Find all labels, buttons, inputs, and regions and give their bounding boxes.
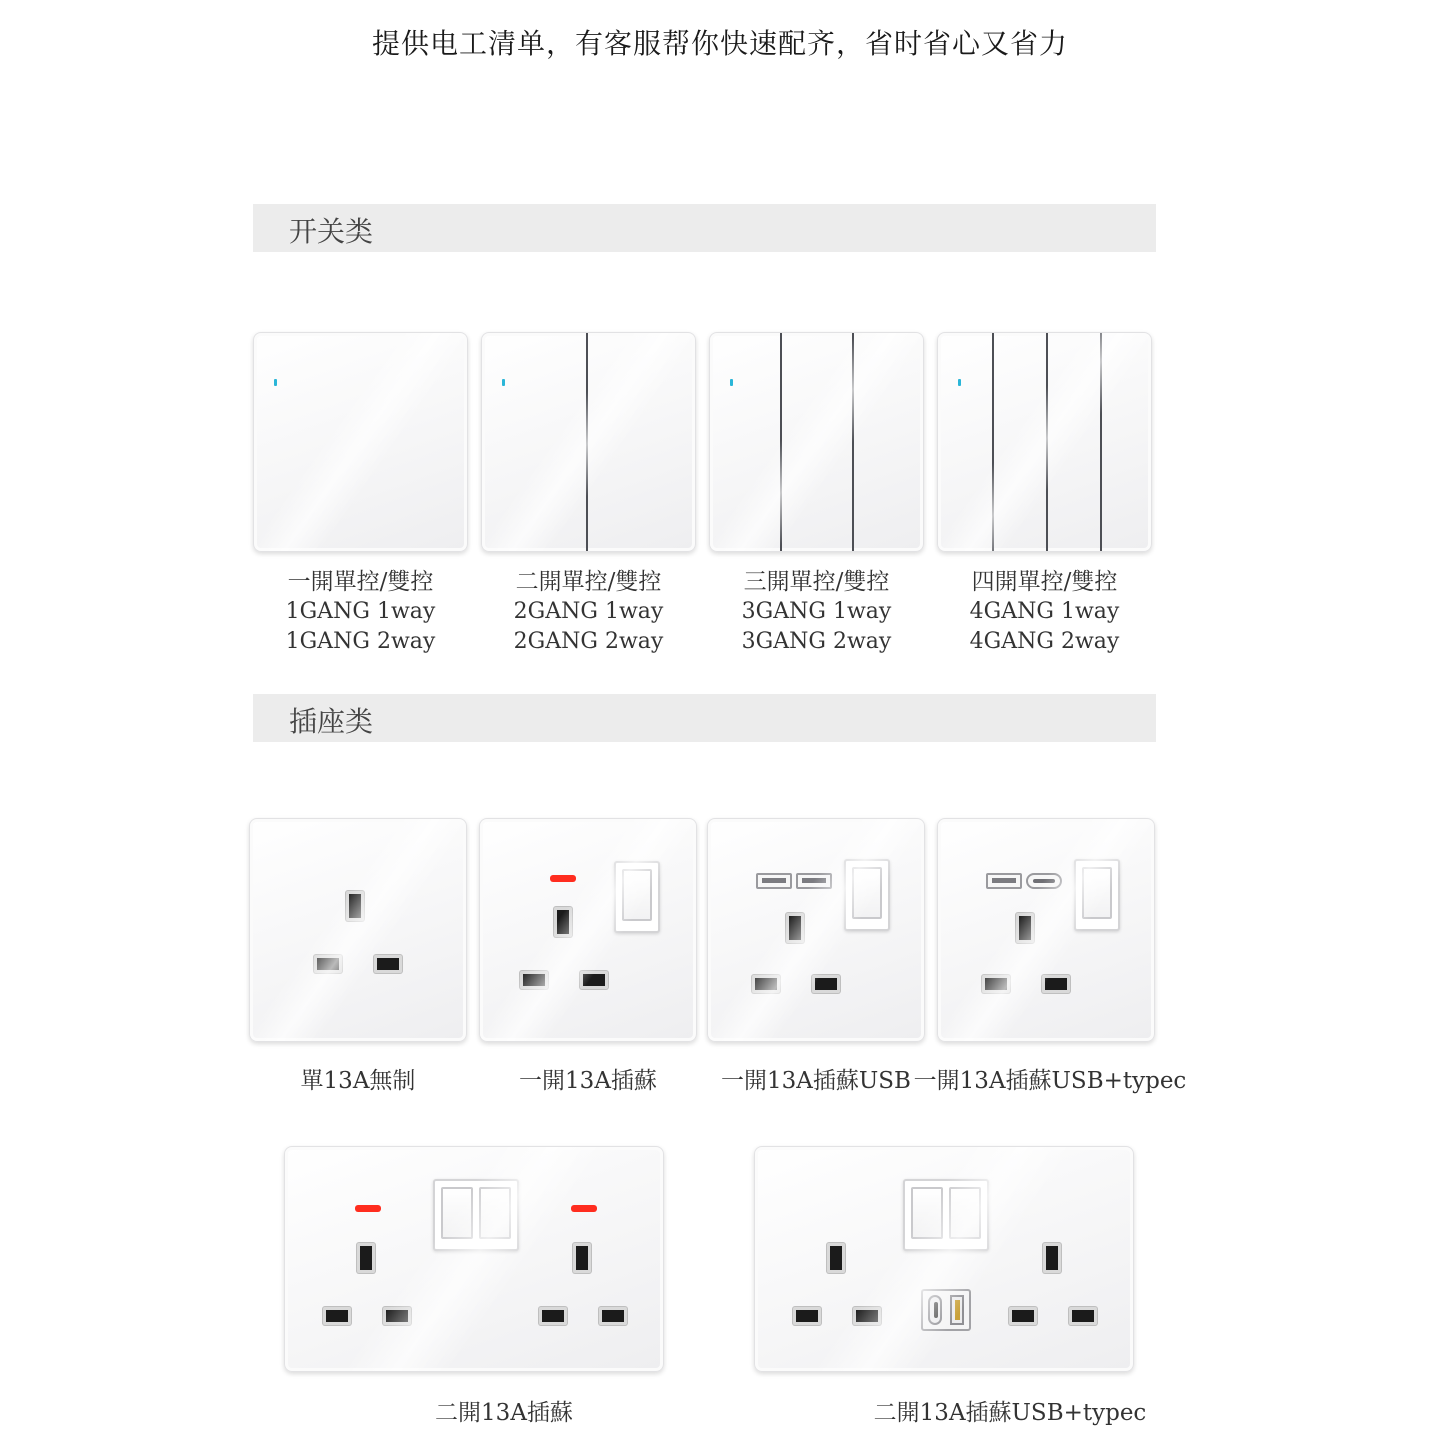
switch-plate-2gang[interactable] (481, 332, 696, 552)
switch-plate-1gang[interactable] (253, 332, 468, 552)
indicator-light-red (355, 1205, 381, 1212)
switch-spec-2way: 3GANG 2way (741, 629, 892, 654)
socket-caption (249, 1066, 467, 1096)
double-rocker-switch[interactable] (433, 1179, 519, 1251)
earth-pin-slot (346, 891, 364, 921)
socket-plate-switched-usb-typec[interactable] (937, 818, 1155, 1042)
page-headline: 提供电工清单，有客服帮你快速配齐，省时省心又省力 (371, 27, 1068, 60)
switch-spec-2way: 1GANG 2way (285, 629, 436, 654)
switch-name: 一開單控/雙控 (287, 569, 434, 595)
earth-pin-slot (357, 1243, 375, 1273)
earth-pin-slot (786, 913, 804, 943)
switch-spec-1way: 3GANG 1way (741, 599, 892, 624)
socket-label: 一開13A插蘇USB+typec (913, 1068, 1187, 1094)
switch-plate-4gang[interactable] (937, 332, 1152, 552)
socket-label: 單13A無制 (300, 1068, 416, 1094)
double-socket-plate-usb-typec[interactable] (754, 1146, 1134, 1372)
socket-caption (479, 1066, 697, 1096)
socket-label: 一開13A插蘇 (519, 1068, 657, 1094)
switch-plate-3gang[interactable] (709, 332, 924, 552)
double-socket-caption (284, 1398, 724, 1428)
socket-label: 二開13A插蘇USB+typec (873, 1400, 1147, 1426)
live-pin-slot (812, 975, 840, 993)
switch-spec-1way: 4GANG 1way (969, 599, 1120, 624)
switch-spec-2way: 2GANG 2way (513, 629, 664, 654)
usb-a-port-icon (950, 1295, 964, 1325)
socket-plate-switched-usb[interactable] (707, 818, 925, 1042)
switch-spec-2way: 4GANG 2way (969, 629, 1120, 654)
usb-c-port-icon (1026, 873, 1062, 889)
rocker-switch[interactable] (1074, 859, 1120, 931)
neutral-pin-slot (323, 1307, 351, 1325)
live-pin-slot (383, 1307, 411, 1325)
usb-a-port-icon (986, 873, 1022, 889)
switch-name: 三開單控/雙控 (743, 569, 890, 595)
gang-divider (992, 333, 994, 551)
live-pin-slot (374, 955, 402, 973)
indicator-light (502, 379, 505, 386)
neutral-pin-slot (1009, 1307, 1037, 1325)
live-pin-slot (853, 1307, 881, 1325)
neutral-pin-slot (752, 975, 780, 993)
indicator-light-red (571, 1205, 597, 1212)
gang-divider (852, 333, 854, 551)
rocker-switch[interactable] (614, 861, 660, 933)
section-title-switches: 开关类 (289, 215, 374, 248)
gang-divider (1046, 333, 1048, 551)
live-pin-slot (1042, 975, 1070, 993)
usb-module (921, 1289, 971, 1331)
neutral-pin-slot (793, 1307, 821, 1325)
indicator-light-red (550, 875, 576, 882)
gang-divider (586, 333, 588, 551)
switch-name: 四開單控/雙控 (971, 569, 1118, 595)
indicator-light (958, 379, 961, 386)
neutral-pin-slot (314, 955, 342, 973)
usb-a-port-icon (796, 873, 832, 889)
double-rocker-switch[interactable] (903, 1179, 989, 1251)
neutral-pin-slot (520, 971, 548, 989)
live-pin-slot (580, 971, 608, 989)
socket-plate-unswitched[interactable] (249, 818, 467, 1042)
switch-spec-1way: 2GANG 1way (513, 599, 664, 624)
live-pin-slot (599, 1307, 627, 1325)
section-bar-switches (253, 204, 1156, 252)
switch-name: 二開單控/雙控 (515, 569, 662, 595)
socket-caption (707, 1066, 925, 1096)
usb-c-port-icon (928, 1295, 942, 1325)
usb-a-port-icon (756, 873, 792, 889)
earth-pin-slot (554, 907, 572, 937)
socket-label: 一開13A插蘇USB (721, 1068, 911, 1094)
switch-caption-2gang (481, 567, 696, 657)
socket-caption (900, 1066, 1200, 1096)
section-title-sockets: 插座类 (289, 705, 374, 738)
indicator-light (730, 379, 733, 386)
indicator-light (274, 379, 277, 386)
socket-plate-switched[interactable] (479, 818, 697, 1042)
earth-pin-slot (1016, 913, 1034, 943)
gang-divider (1100, 333, 1102, 551)
earth-pin-slot (827, 1243, 845, 1273)
double-socket-caption (840, 1398, 1180, 1428)
switch-spec-1way: 1GANG 1way (285, 599, 436, 624)
section-bar-sockets (253, 694, 1156, 742)
earth-pin-slot (573, 1243, 591, 1273)
double-socket-plate-switched[interactable] (284, 1146, 664, 1372)
neutral-pin-slot (539, 1307, 567, 1325)
switch-caption-4gang (937, 567, 1152, 657)
switch-caption-1gang (253, 567, 468, 657)
socket-label: 二開13A插蘇 (435, 1400, 573, 1426)
switch-caption-3gang (709, 567, 924, 657)
gang-divider (780, 333, 782, 551)
rocker-switch[interactable] (844, 859, 890, 931)
live-pin-slot (1069, 1307, 1097, 1325)
earth-pin-slot (1043, 1243, 1061, 1273)
neutral-pin-slot (982, 975, 1010, 993)
